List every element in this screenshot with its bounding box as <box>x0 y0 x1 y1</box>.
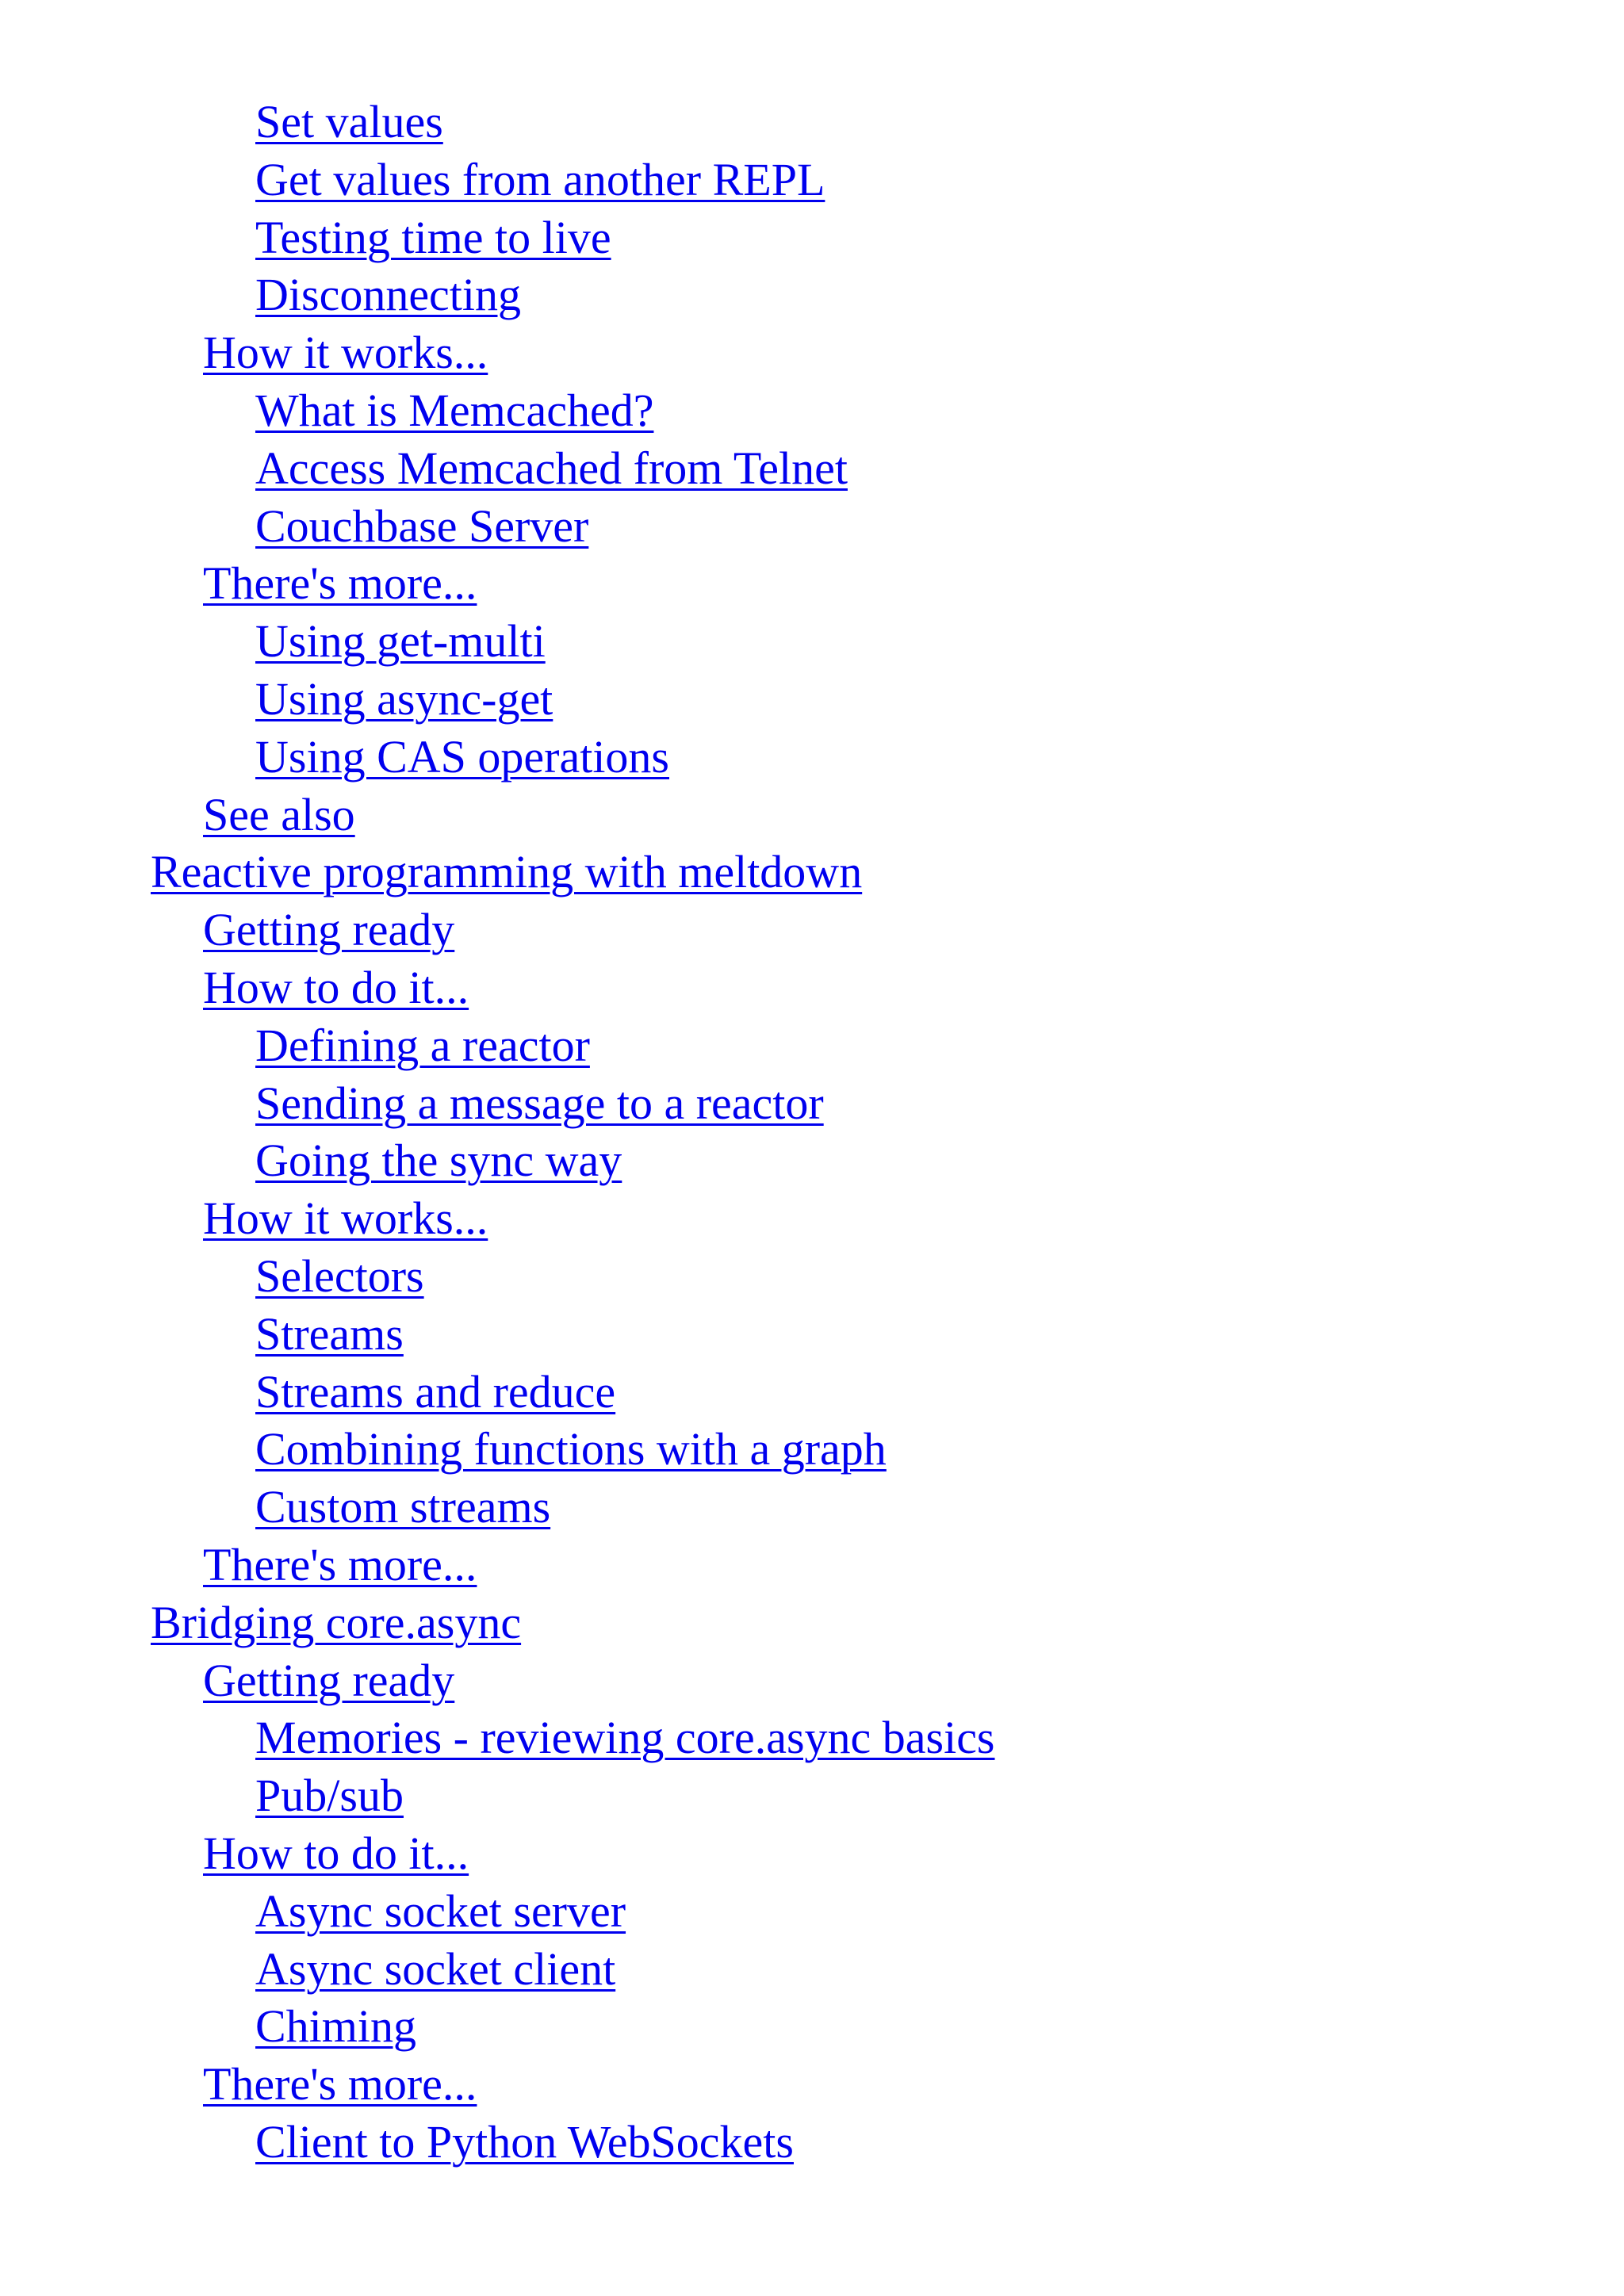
toc-link[interactable]: Async socket client <box>255 1942 616 1995</box>
toc-link[interactable]: Streams <box>255 1307 404 1360</box>
toc-link[interactable]: Using get-multi <box>255 615 546 668</box>
toc-item <box>0 613 1624 671</box>
toc-link[interactable]: Access Memcached from Telnet <box>255 442 848 494</box>
toc-item <box>0 498 1624 556</box>
toc-link[interactable]: Streams and reduce <box>255 1365 616 1418</box>
toc-link[interactable]: There's more... <box>203 1538 477 1590</box>
toc-link[interactable]: Going the sync way <box>255 1135 622 1187</box>
toc-link[interactable]: Memories - reviewing core.async basics <box>255 1712 995 1764</box>
toc-link[interactable]: Get values from another REPL <box>255 153 825 205</box>
toc-link[interactable]: Set values <box>255 96 443 147</box>
toc-item <box>0 1075 1624 1133</box>
toc-item <box>0 959 1624 1017</box>
toc-link[interactable]: Async socket server <box>255 1885 626 1937</box>
toc-item <box>0 440 1624 498</box>
table-of-contents <box>0 94 1624 2172</box>
toc-item <box>0 1709 1624 1767</box>
toc-link[interactable]: How to do it... <box>203 1827 469 1879</box>
toc-item <box>0 1883 1624 1941</box>
toc-item <box>0 1652 1624 1710</box>
toc-item <box>0 1594 1624 1652</box>
toc-item <box>0 729 1624 786</box>
toc-item <box>0 2056 1624 2114</box>
toc-item <box>0 1479 1624 1536</box>
toc-link[interactable]: Custom streams <box>255 1481 551 1533</box>
toc-item <box>0 671 1624 729</box>
toc-item <box>0 324 1624 382</box>
toc-item <box>0 1998 1624 2056</box>
toc-link[interactable]: Bridging core.async <box>151 1596 522 1648</box>
toc-link[interactable]: Disconnecting <box>255 269 522 321</box>
toc-item <box>0 786 1624 844</box>
toc-link[interactable]: Reactive programming with meltdown <box>151 846 863 898</box>
toc-item <box>0 1421 1624 1479</box>
toc-link[interactable]: Using CAS operations <box>255 730 669 783</box>
toc-link[interactable]: Testing time to live <box>255 211 611 263</box>
toc-item <box>0 1132 1624 1190</box>
toc-link[interactable]: Chiming <box>255 2000 417 2053</box>
toc-link[interactable]: Combining functions with a graph <box>255 1423 887 1475</box>
toc-link[interactable]: How to do it... <box>203 961 469 1013</box>
toc-item <box>0 1767 1624 1825</box>
toc-item <box>0 1190 1624 1248</box>
toc-link[interactable]: Pub/sub <box>255 1770 404 1822</box>
toc-item <box>0 1941 1624 1999</box>
toc-link[interactable]: Getting ready <box>203 904 455 956</box>
toc-item <box>0 1536 1624 1594</box>
toc-item <box>0 1306 1624 1364</box>
toc-link[interactable]: Getting ready <box>203 1654 455 1706</box>
toc-link[interactable]: How it works... <box>203 327 488 379</box>
toc-link[interactable]: There's more... <box>203 557 477 610</box>
toc-link[interactable]: There's more... <box>203 2058 477 2110</box>
toc-link[interactable]: See also <box>203 788 355 840</box>
toc-item <box>0 209 1624 267</box>
toc-link[interactable]: How it works... <box>203 1192 488 1245</box>
toc-link[interactable]: Couchbase Server <box>255 499 589 552</box>
toc-link[interactable]: Sending a message to a reactor <box>255 1077 824 1129</box>
toc-item <box>0 1825 1624 1883</box>
toc-item <box>0 1364 1624 1422</box>
toc-item <box>0 844 1624 901</box>
toc-item <box>0 382 1624 440</box>
toc-link[interactable]: Selectors <box>255 1249 424 1302</box>
toc-item <box>0 1248 1624 1306</box>
toc-link[interactable]: Defining a reactor <box>255 1019 590 1071</box>
toc-item <box>0 1017 1624 1075</box>
toc-item <box>0 901 1624 959</box>
toc-link[interactable]: What is Memcached? <box>255 384 654 436</box>
toc-item <box>0 2114 1624 2172</box>
toc-item <box>0 266 1624 324</box>
toc-item <box>0 94 1624 151</box>
toc-link[interactable]: Client to Python WebSockets <box>255 2115 794 2168</box>
toc-item <box>0 555 1624 613</box>
toc-link[interactable]: Using async-get <box>255 672 553 725</box>
toc-item <box>0 151 1624 209</box>
